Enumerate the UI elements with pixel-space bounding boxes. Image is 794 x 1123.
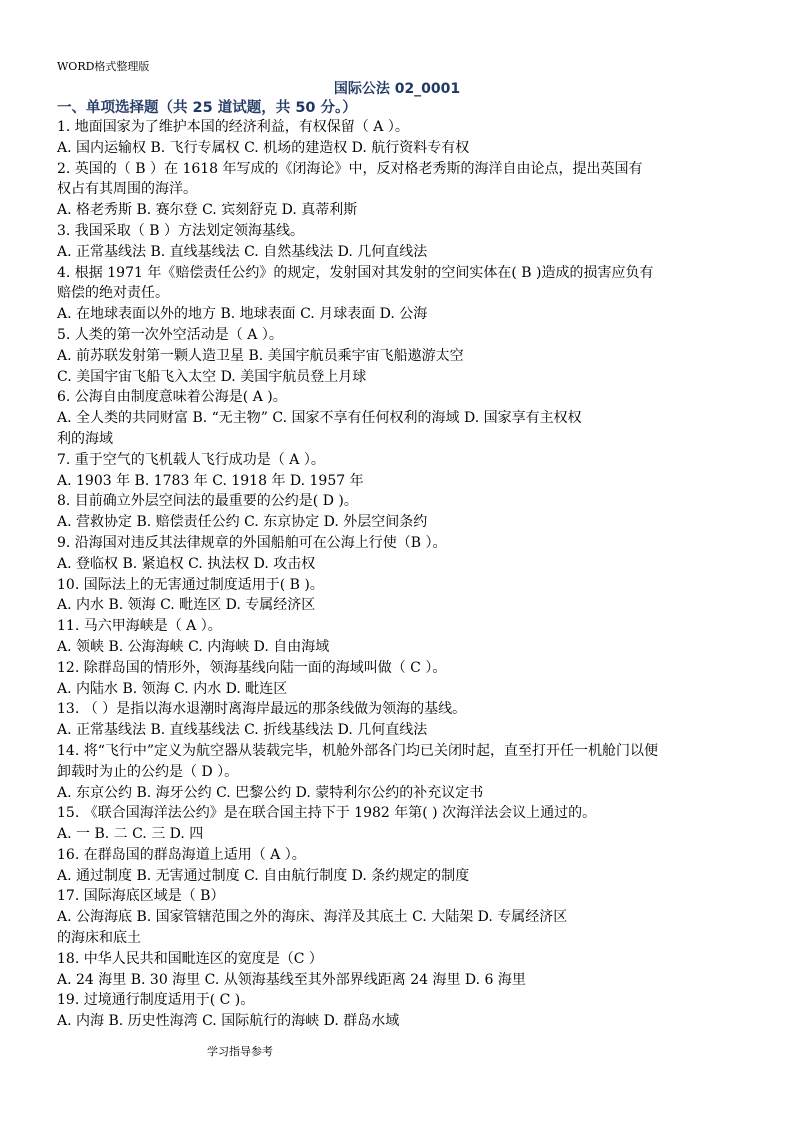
question-line: 3. 我国采取（ B ）方法划定领海基线。 xyxy=(57,222,304,239)
question-line: 6. 公海自由制度意味着公海是( A )。 xyxy=(57,389,287,406)
options-line: A. 格老秀斯 B. 赛尔登 C. 宾刻舒克 D. 真蒂利斯 xyxy=(57,202,358,219)
question-line: 14. 将“飞行中”定义为航空器从装载完毕，机舱外部各门均已关闭时起，直至打开任一机舱门以便 xyxy=(57,742,659,759)
options-line: A. 领峡 B. 公海海峡 C. 内海峡 D. 自由海域 xyxy=(57,638,330,655)
options-line: A. 正常基线法 B. 直线基线法 C. 自然基线法 D. 几何直线法 xyxy=(57,243,428,260)
footer-note: 学习指导参考 xyxy=(207,1045,273,1058)
options-line: A. 内水 B. 领海 C. 毗连区 D. 专属经济区 xyxy=(57,597,316,614)
question-line: 19. 过境通行制度适用于( C )。 xyxy=(57,992,255,1009)
options-line: A. 内陆水 B. 领海 C. 内水 D. 毗连区 xyxy=(57,680,288,697)
question-line: 2. 英国的（ B ）在 1618 年写成的《闭海论》中，反对格老秀斯的海洋自由论点，提出英国有 xyxy=(57,160,643,177)
options-line: A. 正常基线法 B. 直线基线法 C. 折线基线法 D. 几何直线法 xyxy=(57,722,428,739)
options-line: A. 在地球表面以外的地方 B. 地球表面 C. 月球表面 D. 公海 xyxy=(57,306,428,323)
options-line: C. 美国宇宙飞船飞入太空 D. 美国宇航员登上月球 xyxy=(57,368,367,385)
options-line: A. 1903 年 B. 1783 年 C. 1918 年 D. 1957 年 xyxy=(57,472,364,489)
options-line: A. 通过制度 B. 无害通过制度 C. 自由航行制度 D. 条约规定的制度 xyxy=(57,867,470,884)
question-line: 4. 根据 1971 年《赔偿责任公约》的规定，发射国对其发射的空间实体在( B )造成的损害应负有 xyxy=(57,264,654,281)
question-line: 1. 地面国家为了维护本国的经济利益，有权保留（ A ）。 xyxy=(57,119,409,135)
section-heading: 一、单项选择题（共 25 道试题，共 50 分。） xyxy=(57,100,357,116)
question-line: 11. 马六甲海峡是（ A ）。 xyxy=(57,618,222,635)
question-line-continued: 权占有其周围的海洋。 xyxy=(57,181,197,198)
question-line: 8. 目前确立外层空间法的最重要的公约是( D )。 xyxy=(57,493,358,510)
header-note: WORD格式整理版 xyxy=(57,60,150,73)
options-line: A. 公海海底 B. 国家管辖范围之外的海床、海洋及其底土 C. 大陆架 D. 专属经济区 xyxy=(57,909,568,926)
options-line: A. 全人类的共同财富 B. “无主物” C. 国家不享有任何权利的海域 D. 国家享有主权权 xyxy=(57,410,582,427)
question-line: 12. 除群岛国的情形外，领海基线向陆一面的海域叫做（ C ）。 xyxy=(57,659,447,676)
question-line: 17. 国际海底区域是（ B） xyxy=(57,888,225,905)
options-line: A. 24 海里 B. 30 海里 C. 从领海基线至其外部界线距离 24 海里 D. 6 海里 xyxy=(57,971,526,988)
question-line: 16. 在群岛国的群岛海道上适用（ A ）。 xyxy=(57,846,306,863)
question-line: 18. 中华人民共和国毗连区的宽度是（C ） xyxy=(57,950,323,967)
question-line: 10. 国际法上的无害通过制度适用于( B )。 xyxy=(57,576,324,593)
question-line: 13. （ ）是指以海水退潮时离海岸最远的那条线做为领海的基线。 xyxy=(57,701,467,718)
options-line: A. 前苏联发射第一颗人造卫星 B. 美国宇航员乘宇宙飞船遨游太空 xyxy=(57,347,464,364)
question-line-continued: 卸载时为止的公约是（ D ）。 xyxy=(57,763,239,780)
question-list xyxy=(57,117,747,1032)
question-line: 15. 《联合国海洋法公约》是在联合国主持下于 1982 年第( ) 次海洋法会议上通过的。 xyxy=(57,805,597,822)
options-line-continued: 的海床和底土 xyxy=(57,930,141,947)
question-line: 7. 重于空气的飞机载人飞行成功是（ A ）。 xyxy=(57,451,325,468)
options-line: A. 国内运输权 B. 飞行专属权 C. 机场的建造权 D. 航行资料专有权 xyxy=(57,139,470,156)
question-line: 5. 人类的第一次外空活动是（ A ）。 xyxy=(57,326,283,343)
question-line-continued: 赔偿的绝对责任。 xyxy=(57,285,169,302)
question-line: 9. 沿海国对违反其法律规章的外国船舶可在公海上行使（B ）。 xyxy=(57,534,447,551)
options-line: A. 一 B. 二 C. 三 D. 四 xyxy=(57,826,204,843)
options-line: A. 东京公约 B. 海牙公约 C. 巴黎公约 D. 蒙特利尔公约的补充议定书 xyxy=(57,784,484,801)
options-line: A. 内海 B. 历史性海湾 C. 国际航行的海峡 D. 群岛水域 xyxy=(57,1013,400,1030)
document-title: 国际公法 02_0001 xyxy=(333,81,461,97)
options-line: A. 登临权 B. 紧追权 C. 执法权 D. 攻击权 xyxy=(57,555,316,572)
options-line-continued: 利的海域 xyxy=(57,430,113,447)
options-line: A. 营救协定 B. 赔偿责任公约 C. 东京协定 D. 外层空间条约 xyxy=(57,514,428,531)
